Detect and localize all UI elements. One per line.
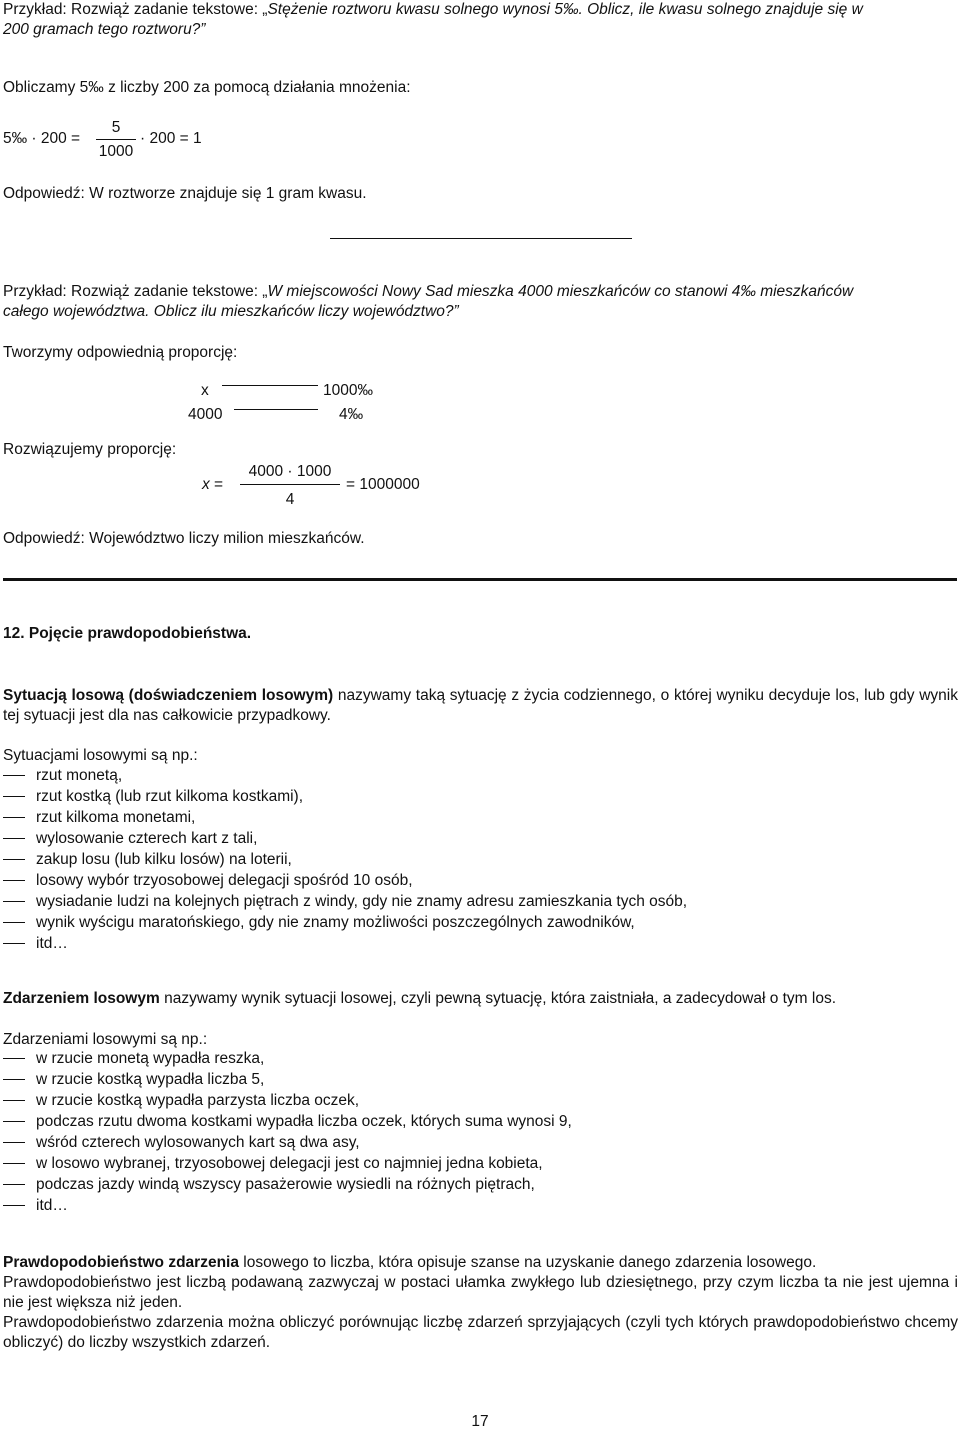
random-event-definition: Zdarzeniem losowym nazywamy wynik sytuacji losowej, czyli pewną sytuację, która zaistniała, a zadecydował o tym los. xyxy=(3,990,837,1007)
proportion-row2-left: 4000 xyxy=(188,406,223,423)
list-item: wynik wyścigu maratońskiego, gdy nie znamy możliwości poszczególnych zawodników, xyxy=(3,912,687,933)
list-item: zakup losu (lub kilku losów) na loterii, xyxy=(3,849,687,870)
list-item: wysiadanie ludzi na kolejnych piętrach z windy, gdy nie znamy adresu zamieszkania tych osób, xyxy=(3,891,687,912)
solution-right: = 1000000 xyxy=(346,476,420,493)
proportion-row2-right: 4‰ xyxy=(339,406,364,423)
probability-paragraph-3: Prawdopodobieństwo zdarzenia można obliczyć porównując liczbę zdarzeń sprzyjających (czyli tych których prawdopodobieństwo chcemy obliczyć) do liczby wszystkich zdarzeń. xyxy=(3,1314,958,1351)
example1-eq-denominator: 1000 xyxy=(98,143,134,160)
example1-answer: Odpowiedź: W roztworze znajduje się 1 gram kwasu. xyxy=(3,185,367,202)
list-item: wśród czterech wylosowanych kart są dwa asy, xyxy=(3,1132,572,1153)
page-number: 17 xyxy=(471,1413,489,1430)
list-item: rzut kilkoma monetami, xyxy=(3,807,687,828)
situations-list xyxy=(3,765,687,954)
example1-intro: Obliczamy 5‰ z liczby 200 za pomocą działania mnożenia: xyxy=(3,79,411,96)
separator-thick xyxy=(3,578,957,581)
example2-proportion-intro: Tworzymy odpowiednią proporcję: xyxy=(3,344,238,361)
list-item: podczas jazdy windą wszyscy pasażerowie wysiedli na różnych piętrach, xyxy=(3,1174,572,1195)
probability-definition: Prawdopodobieństwo zdarzenia losowego to liczba, która opisuje szanse na uzyskanie danego zdarzenia losowego. xyxy=(3,1254,817,1271)
example2-answer: Odpowiedź: Województwo liczy milion mieszkańców. xyxy=(3,530,365,547)
list-item: losowy wybór trzyosobowej delegacji spośród 10 osób, xyxy=(3,870,687,891)
list-item: itd… xyxy=(3,1195,572,1216)
probability-paragraph-2: Prawdopodobieństwo jest liczbą podawaną zazwyczaj w postaci ułamka zwykłego lub dziesiętnego, przy czym liczba ta nie jest ujemna i nie jest większa niż jeden. xyxy=(3,1274,958,1311)
solution-fraction-bar xyxy=(240,484,340,485)
list-item: itd… xyxy=(3,933,687,954)
example1-eq-left: 5‰ · 200 = xyxy=(3,130,81,147)
solution-left: x = xyxy=(202,476,224,493)
solution-numerator: 4000 · 1000 xyxy=(248,463,332,480)
separator-short xyxy=(330,238,632,239)
example2-solve-intro: Rozwiązujemy proporcję: xyxy=(3,441,177,458)
proportion-row2-line xyxy=(234,409,318,410)
example2-task-line1: Przykład: Rozwiąż zadanie tekstowe: „W miejscowości Nowy Sad mieszka 4000 mieszkańców co stanowi 4‰ mieszkańców xyxy=(3,283,854,300)
list-item: w rzucie monetą wypadła reszka, xyxy=(3,1048,572,1069)
example1-eq-right: · 200 = 1 xyxy=(140,130,202,147)
example2-task-line2: całego województwa. Oblicz ilu mieszkańców liczy województwo?” xyxy=(3,303,459,320)
random-situation-definition: Sytuacją losową (doświadczeniem losowym) nazywamy taką sytuację z życia codziennego, o której wyniku decyduje los, lub gdy wynik tej sytuacji jest dla nas całkowicie przypadkowy. xyxy=(3,687,958,724)
section-heading: 12. Pojęcie prawdopodobieństwa. xyxy=(3,625,252,642)
list-item: podczas rzutu dwoma kostkami wypadła liczba oczek, których suma wynosi 9, xyxy=(3,1111,572,1132)
example1-eq-numerator: 5 xyxy=(111,119,121,136)
proportion-row1-line xyxy=(222,385,318,386)
example1-fraction-bar xyxy=(96,139,136,140)
list-item: w rzucie kostką wypadła liczba 5, xyxy=(3,1069,572,1090)
list-item: w losowo wybranej, trzyosobowej delegacji jest co najmniej jedna kobieta, xyxy=(3,1153,572,1174)
events-list xyxy=(3,1048,572,1216)
list-item: wylosowanie czterech kart z tali, xyxy=(3,828,687,849)
proportion-row1-right: 1000‰ xyxy=(323,382,373,399)
situations-intro: Sytuacjami losowymi są np.: xyxy=(3,747,198,764)
list-item: rzut kostką (lub rzut kilkoma kostkami), xyxy=(3,786,687,807)
list-item: rzut monetą, xyxy=(3,765,687,786)
example1-task-line1: Przykład: Rozwiąż zadanie tekstowe: „Stężenie roztworu kwasu solnego wynosi 5‰. Oblicz, ile kwasu solnego znajduje się w xyxy=(3,1,863,18)
solution-denominator: 4 xyxy=(285,491,295,508)
example1-task-line2: 200 gramach tego roztworu?” xyxy=(3,21,206,38)
proportion-row1-left: x xyxy=(201,382,209,399)
events-intro: Zdarzeniami losowymi są np.: xyxy=(3,1031,208,1048)
list-item: w rzucie kostką wypadła parzysta liczba oczek, xyxy=(3,1090,572,1111)
